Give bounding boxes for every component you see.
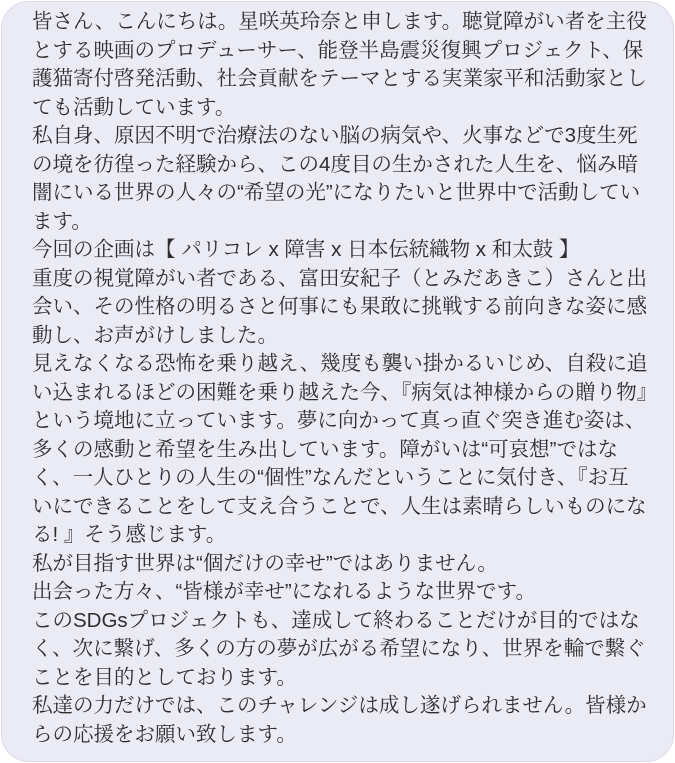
intro-text-card — [1, 1, 674, 762]
paragraph-happiness-for-all: 出会った方々、“皆様が幸せ”になれるような世界です。 — [32, 580, 537, 603]
paragraph-support-request: 私達の力だけでは、このチャレンジは成し遂げられません。皆様からの応援をお願い致します。 — [32, 694, 647, 746]
paragraph-personal-history: 私自身、原因不明で治療法のない脳の病気や、火事などで3度生死の境を彷徨った経験から、この4度目の生かされた人生を、悩み暗闇にいる世界の人々の“希望の光”になりたいと世界中で活動しています。 — [32, 124, 641, 233]
paragraph-greeting: 皆さん、こんにちは。星咲英玲奈と申します。聴覚障がい者を主役とする映画のプロデューサー、能登半島震災復興プロジェクト、保護猫寄付啓発活動、社会貢献をテーマとする実業家平和活動家としても活動しています。 — [32, 10, 647, 119]
paragraph-my-goal: 私が目指す世界は“個だけの幸せ”ではありません。 — [32, 551, 498, 575]
paragraph-project-title: 今回の企画は【 パリコレ x 障害 x 日本伝統織物 x 和太鼓 】 — [32, 238, 580, 261]
paragraph-overcoming-hardship: 見えなくなる恐怖を乗り越え、幾度も襲い掛かるいじめ、自殺に追い込まれるほどの困難を乗り越えた今、『病気は神様からの贈り物』という境地に立っています。夢に向かって真っ直ぐ突き進む姿は、多くの感動と希望を生み出しています。障がいは“可哀想”ではなく、一人ひとりの人生の“個性”なんだということに気付き、『お互いにできることをして支え合うことで、人生は素晴らしいものになる! 』そう感じます。 — [32, 352, 648, 546]
paragraph-tomita-introduction: 重度の視覚障がい者である、富田安紀子（とみだあきこ）さんと出会い、その性格の明るさと何事にも果敢に挑戦する前向きな姿に感動し、お声がけしました。 — [32, 266, 647, 347]
paragraph-sdgs-purpose: このSDGsプロジェクトも、達成して終わることだけが目的ではなく、次に繋げ、多くの方の夢が広がる希望になり、世界を輪で繋ぐことを目的としております。 — [32, 608, 646, 689]
